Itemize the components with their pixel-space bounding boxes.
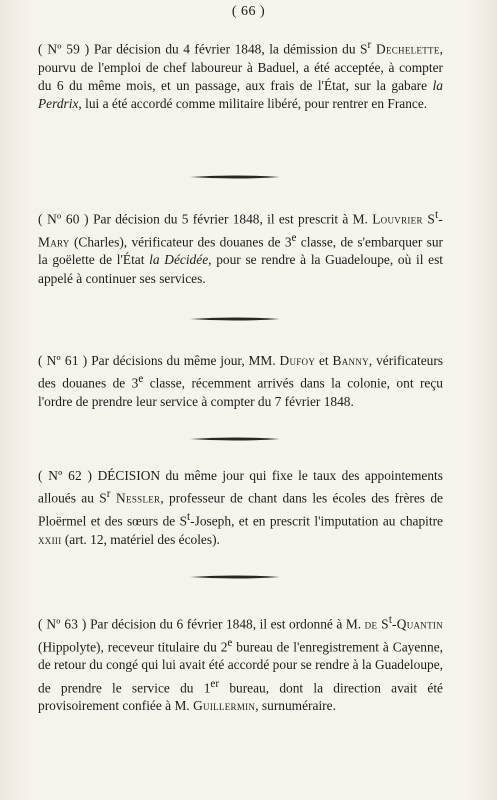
entry-paragraph: ( Nº 60 ) Par décision du 5 février 1848, il est prescrit à M. Louvrier $S^t$-Mary (Charles), vérificateur des douanes de 3e classe, de s'embarquer sur la goëlette de l'État la Décidée, pour se rendre à la Guadeloupe, où il est appelé à continuer ses services.: [38, 209, 444, 286]
person-name: Banny: [332, 353, 369, 368]
person-name: Guillermin: [193, 698, 256, 714]
entry-63: [38, 611, 443, 715]
separator-rule: [190, 316, 280, 322]
chapter-number: xxiii: [38, 531, 62, 547]
entry-paragraph: ( Nº 61 ) Par décisions du même jour, MM. Dufoy et Banny, vérificateurs des douanes de 3e classe, récemment arrivés dans la colonie, ont reçu l'ordre de prendre leur service à compter du 7 février 1848.: [38, 353, 444, 409]
entry-59: [38, 36, 443, 113]
entry-paragraph: ( Nº 63 ) Par décision du 6 février 1848, il est ordonné à M. de $S^t$-Quantin (Hippolyte), receveur titulaire du 2e bureau de l'enregistrement à Cayenne, de retour du congé qui lui avait été accordé pour se rendre à la Guadeloupe, de prendre le service du 1er bureau, dont la direction avait été provisoirement confiée à M. Guillermin, surnuméraire.: [38, 614, 443, 714]
entry-number: ( Nº 62 ): [38, 468, 93, 483]
person-name: de S: [364, 616, 389, 632]
entry-number: ( Nº 60 ): [38, 211, 89, 227]
entry-number: ( Nº 61 ): [38, 353, 88, 368]
entry-paragraph: ( Nº 59 ) Par décision du 4 février 1848, la démission du $S^r$ Dechelette, pourvu de l'emploi de chef laboureur à Baduel, a été acceptée, à compter du 6 du même mois, et un passage, aux frais de l'État, sur la gabare la Perdrix, lui a été accordé comme militaire libéré, pour rentrer en France.: [38, 39, 443, 112]
separator-rule: [190, 574, 280, 580]
entry-62: [38, 467, 443, 549]
entry-number: ( Nº 59 ): [38, 41, 90, 57]
entry-60: [38, 206, 443, 288]
ship-name: la Décidée: [149, 252, 209, 268]
entry-number: ( Nº 63 ): [38, 616, 87, 632]
person-name: Dufoy: [279, 353, 316, 368]
ship-name: la Perdrix: [38, 77, 443, 112]
page-number: ( 66 ): [231, 4, 266, 19]
separator-rule: [190, 436, 280, 442]
entry-paragraph: ( Nº 62 ) DÉCISION du même jour qui fixe le taux des appointements alloués au $S^r$ Nessler, professeur de chant dans les écoles des frères de Ploërmel et des sœurs de $S^t$-Joseph, et en prescrit l'imputation au chapitre xxiii (art. 12, matériel des écoles).: [38, 468, 443, 547]
person-name: Louvrier S: [372, 211, 436, 227]
person-name: Dechelette: [371, 41, 440, 57]
separator-rule: [190, 174, 280, 180]
person-name: Nessler: [110, 490, 161, 506]
entry-61: [38, 352, 443, 411]
